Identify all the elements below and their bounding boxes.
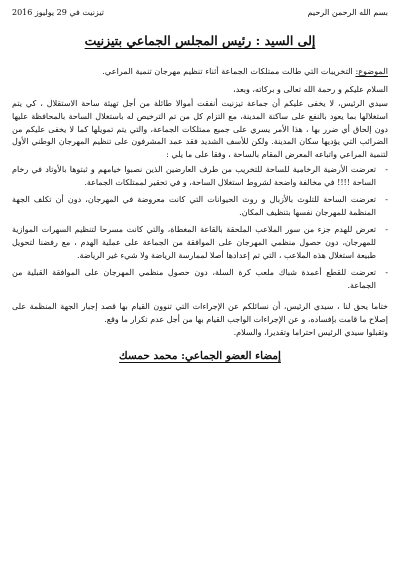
letter-header — [12, 8, 388, 17]
subject-line — [12, 66, 388, 77]
signature: إمضاء العضو الجماعي: محمد حمسك — [119, 349, 281, 362]
grievance-list — [12, 164, 388, 293]
closing-salutation: وتقبلوا سيدي الرئيس احتراما وتقديرا، والسلام. — [233, 327, 388, 337]
body-paragraph: سيدي الرئيس، لا يخفى عليكم أن جماعة تيزنيت أنفقت أموالا طائلة من أجل تهيئة ساحة الاستقلال ، كي يتم استغلالها بما يعود بالنفع على ساكنة المدينة، مع التزام كل من تم الترخيص له باستغلال الساحة بالمحافظة عليها دون إلحاق أي ضرر بها ، هذا الأمر يسري على جميع ممتلكات الجماعة، والتي يتم تمويلها كما لا يخفى عليكم من الضرائب التي يؤديها سكان المدينة. ولكن للأسف الشديد فقد عمد المشرفون على تنظيم المهرجان الوطني الأول لتنمية المراعي واتباعه المعرض المقام بالساحة ، وفقا على ما يلي : — [12, 98, 388, 160]
subject-label: الموضوع: — [355, 66, 388, 76]
basmala: بسم الله الرحمن الرحيم — [307, 8, 388, 17]
grievance-text: تعرضت الساحة للتلوث بالأزبال و روث الحيوانات التي كانت معروضة في المهرجان، دون أن تكلف الجهة المنظمة للمهرجان نفسها بتنظيف المكان. — [12, 195, 376, 218]
closing-paragraph: ختاما يحق لنا ، سيدي الرئيس، أن نسائلكم عن الإجراءات التي تنوون القيام بها قصد إجبار الجهة المنظمة على إصلاح ما قامت بإفساده، و عن الإجراءات الواجب القيام بها من أجل عدم تكرار ما وقع. — [12, 301, 388, 324]
grievance-item: - تعرضت الساحة للتلوث بالأزبال و روث الحيوانات التي كانت معروضة في المهرجان، دون أن تكلف الجهة المنظمة للمهرجان نفسها بتنظيف المكان. — [12, 195, 388, 218]
addressee-heading: إلى السيد : رئيس المجلس الجماعي بتيزنيت — [84, 33, 316, 48]
grievance-item: - تعرضت للقطع أعمدة شباك ملعب كرة السلة، دون حصول منظمي المهرجان على الموافقة القبلية من الجماعة. — [12, 268, 388, 290]
letter-date: تيزنيت في 29 يوليوز 2016 — [12, 8, 104, 17]
greeting: السلام عليكم و رحمة الله تعالى و بركاته، وبعد، — [233, 84, 388, 94]
subject-text: التخريبات التي طالت ممتلكات الجماعة أثناء تنظيم مهرجان تنمية المراعي. — [102, 66, 356, 76]
grievance-text: تعرضت الأرضية الرخامية للساحة للتخريب من طرف العارضين الذين نصبوا خيامهم و ثبتوها بالأوتاد في رخام الساحة !!!! في مخالفة واضحة لشروط استغلال الساحة، و في تحقير لممتلكات الجماعة. — [12, 165, 376, 188]
grievance-item: - تعرض للهدم جزء من سور الملاعب الملحقة بالقاعة المغطاة، والتي كانت مسرحا لتنظيم السهرات الموازية للمهرجان، دون حصول منظمي المهرجان على الموافقة من الجماعة على عملية الهدم ، مع رفضنا لتحويل طبيعة استغلال هذه الملاعب ، التي تم إعدادها أصلا لممارسة الرياضة ولا شيء غير الرياضة. — [12, 225, 388, 261]
grievance-text: تعرض للهدم جزء من سور الملاعب الملحقة بالقاعة المغطاة، والتي كانت مسرحا لتنظيم السهرات الموازية للمهرجان، دون حصول منظمي المهرجان على الموافقة من الجماعة على عملية الهدم ، مع رفضنا لتحويل طبيعة استغلال هذه الملاعب ، التي تم إعدادها أصلا لممارسة الرياضة ولا شيء غير الرياضة. — [12, 225, 376, 261]
grievance-text: تعرضت للقطع أعمدة شباك ملعب كرة السلة، دون حصول منظمي المهرجان على الموافقة القبلية من الجماعة. — [12, 268, 376, 290]
grievance-item: - تعرضت الأرضية الرخامية للساحة للتخريب من طرف العارضين الذين نصبوا خيامهم و ثبتوها بالأوتاد في رخام الساحة !!!! في مخالفة واضحة لشروط استغلال الساحة، و في تحقير لممتلكات الجماعة. — [12, 165, 388, 188]
